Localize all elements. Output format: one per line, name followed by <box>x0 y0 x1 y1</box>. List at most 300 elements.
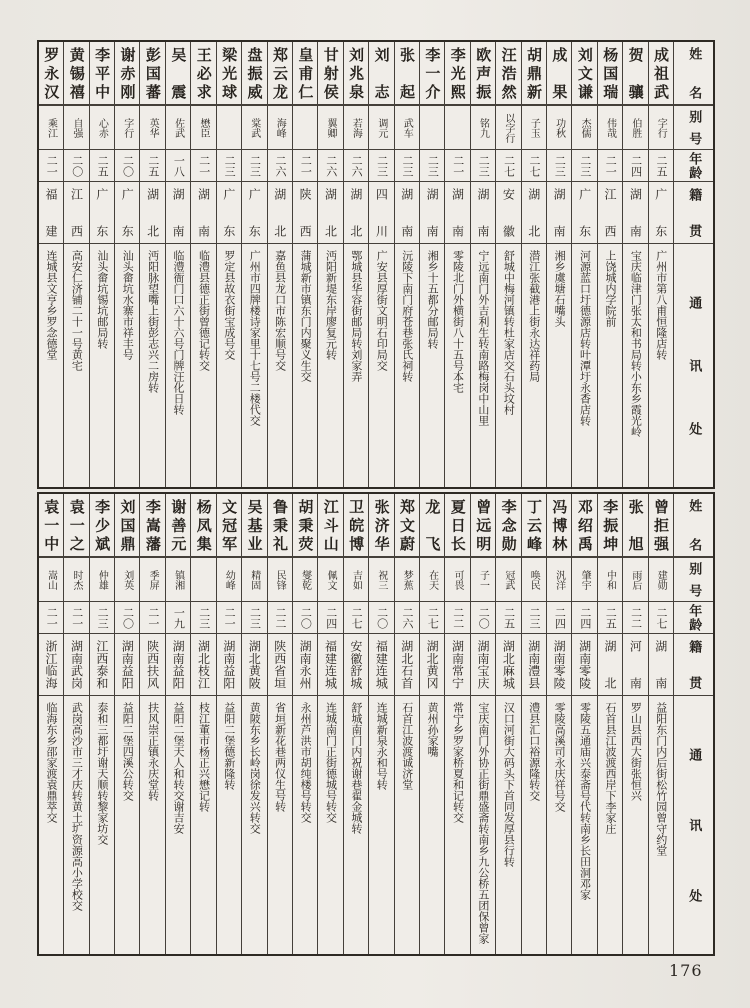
entry-origin <box>547 634 571 696</box>
entry-age-text: 二六 <box>324 154 338 177</box>
entry-age-text: 二二 <box>273 606 287 629</box>
entry-age-text: 二二 <box>629 606 643 629</box>
entry-name <box>369 42 393 106</box>
directory-entry-column <box>39 494 63 954</box>
entry-address-text: 罗山县西大街张恒兴 <box>629 702 643 801</box>
entry-age-text: 二〇 <box>477 606 491 629</box>
entry-name-text: 曾远明 <box>474 499 493 551</box>
entry-origin <box>39 182 63 244</box>
entry-alias-text: 中和 <box>604 569 616 590</box>
entry-name-text: 吴震 <box>169 47 188 99</box>
entry-origin <box>623 634 647 696</box>
entry-age <box>572 150 596 182</box>
entry-address-text: 汕头畲坑锡坑邮局转 <box>95 250 109 349</box>
entry-alias <box>242 106 266 150</box>
entry-name-text: 鲁秉礼 <box>270 499 289 551</box>
entry-name-text: 杨凤集 <box>194 499 213 551</box>
entry-address <box>318 696 342 954</box>
entry-address-text: 潜江张截港上街永达祥药局 <box>527 250 541 382</box>
entry-address-text: 石首县江波渡西岸下李家庄 <box>603 702 617 834</box>
entry-address <box>572 696 596 954</box>
entry-name-text: 李少斌 <box>93 499 112 551</box>
entry-alias <box>318 558 342 602</box>
entry-alias-text: 自强 <box>70 117 82 138</box>
entry-age-text: 二一 <box>45 154 59 177</box>
entry-origin-text: 陕西 <box>298 188 313 237</box>
directory-entry-column <box>317 494 342 954</box>
entry-age-text: 二一 <box>604 154 618 177</box>
entry-name-text: 梁光球 <box>220 47 239 99</box>
entry-age-text: 二三 <box>375 154 389 177</box>
entry-address <box>293 696 317 954</box>
header-name-text: 姓名 <box>686 499 702 551</box>
header-age-text: 年龄 <box>686 152 702 179</box>
entry-age <box>217 150 241 182</box>
entry-alias-text: 汎洋 <box>553 569 565 590</box>
entry-origin-text: 安徽 <box>501 188 516 237</box>
entry-name-text: 谢善元 <box>169 499 188 551</box>
entry-alias-text: 乘江 <box>45 117 57 138</box>
entry-age-text: 二一 <box>146 606 160 629</box>
entry-name <box>344 494 368 558</box>
entry-alias <box>242 558 266 602</box>
entry-alias <box>293 106 317 150</box>
entry-alias-text: 海峰 <box>274 117 286 138</box>
entry-age-text: 二五 <box>96 154 110 177</box>
directory-entry-column <box>444 42 469 487</box>
header-origin <box>674 634 713 696</box>
entry-origin <box>623 182 647 244</box>
entry-origin-text: 湖南益阳 <box>120 640 135 689</box>
entry-address-text: 宁远南门外吉利生转南路梅岗中山里 <box>476 250 490 426</box>
directory-entry-column <box>597 42 622 487</box>
entry-alias <box>344 558 368 602</box>
directory-entry-column <box>495 494 520 954</box>
entry-address <box>39 244 63 487</box>
entry-alias-text: 可畏 <box>452 569 464 590</box>
entry-alias-text: 嵩山 <box>45 569 57 590</box>
entry-address-text: 永州芦洪市胡纯楼号转交 <box>299 702 313 823</box>
directory-entry-column <box>39 42 63 487</box>
entry-age <box>217 602 241 634</box>
entry-name <box>471 494 495 558</box>
entry-age <box>395 150 419 182</box>
entry-origin-text: 湖南武岗 <box>69 640 84 689</box>
entry-origin <box>522 182 546 244</box>
directory-entry-column <box>190 494 215 954</box>
entry-age <box>39 150 63 182</box>
directory-entry-column <box>139 42 164 487</box>
entry-address <box>547 244 571 487</box>
entry-alias-text: 季屏 <box>147 569 159 590</box>
entry-name <box>90 494 114 558</box>
entry-origin <box>598 182 622 244</box>
entry-origin-text: 湖北 <box>602 640 617 689</box>
entry-origin-text: 广东 <box>247 188 262 237</box>
entry-age-text: 二六 <box>273 154 287 177</box>
entry-age-text: 二一 <box>299 154 313 177</box>
entry-address-text: 临澧县德正街曾德记转交 <box>197 250 211 371</box>
entry-address <box>522 696 546 954</box>
entry-origin <box>369 634 393 696</box>
entry-alias-text: 仲雄 <box>96 569 108 590</box>
entry-alias-text: 子一 <box>477 569 489 590</box>
entry-address-text: 罗定县故衣街宝成号交 <box>222 250 236 360</box>
entry-alias-text: 杰儒 <box>579 117 591 138</box>
entry-origin <box>39 634 63 696</box>
entry-age <box>268 150 292 182</box>
directory-entry-column <box>165 494 190 954</box>
entry-name <box>166 42 190 106</box>
entry-address <box>598 244 622 487</box>
entry-address <box>572 244 596 487</box>
entry-address <box>471 696 495 954</box>
entry-name <box>522 42 546 106</box>
entry-age-text: 二三 <box>248 154 262 177</box>
entry-age <box>166 602 190 634</box>
entry-alias-text: 若海 <box>350 117 362 138</box>
page-number: 176 <box>669 961 703 980</box>
header-age-text: 年龄 <box>686 604 702 631</box>
entry-alias <box>115 558 139 602</box>
entry-alias <box>471 558 495 602</box>
entry-name-text: 胡秉荧 <box>296 499 315 551</box>
entry-address-text: 澧县汇口裕源隆转交 <box>527 702 541 801</box>
directory-entry-column <box>343 494 368 954</box>
entry-age-text: 二七 <box>655 606 669 629</box>
entry-alias-text: 梦蕉 <box>401 569 413 590</box>
entry-origin-text: 湖北麻城 <box>501 640 516 689</box>
entry-alias-text: 精固 <box>248 569 260 590</box>
entry-age-text: 二〇 <box>121 606 135 629</box>
entry-origin-text: 广东 <box>653 188 668 237</box>
entry-alias <box>268 106 292 150</box>
entry-origin-text: 广东 <box>577 188 592 237</box>
entry-name <box>522 494 546 558</box>
directory-entry-column <box>419 42 444 487</box>
directory-entry-column <box>216 494 241 954</box>
entry-age <box>318 602 342 634</box>
entry-alias-text: 功秋 <box>553 117 565 138</box>
header-address-text: 通讯处 <box>686 296 702 435</box>
entry-age-text: 二一 <box>70 606 84 629</box>
entry-age-text: 二三 <box>426 154 440 177</box>
entry-origin-text: 湖北 <box>526 188 541 237</box>
entry-alias <box>344 106 368 150</box>
entry-alias-text: 刘英 <box>121 569 133 590</box>
header-alias-text: 别号 <box>686 110 702 145</box>
entry-origin-text: 湖北 <box>272 188 287 237</box>
entry-name <box>369 494 393 558</box>
entry-name <box>547 42 571 106</box>
header-column <box>673 494 713 954</box>
entry-alias-text: 子玉 <box>528 117 540 138</box>
entry-origin-text: 广东 <box>94 188 109 237</box>
entry-alias-text: 祝三 <box>375 569 387 590</box>
entry-name <box>268 42 292 106</box>
entry-age-text: 二六 <box>350 154 364 177</box>
entry-origin-text: 湖南 <box>628 188 643 237</box>
directory-entry-column <box>597 494 622 954</box>
entry-age <box>369 602 393 634</box>
entry-age <box>140 602 164 634</box>
entry-name <box>166 494 190 558</box>
entry-origin <box>369 182 393 244</box>
entry-alias <box>445 558 469 602</box>
entry-alias-text: 以字行 <box>502 112 514 143</box>
entry-address-text: 鄂城县华容街邮局转刘家弄 <box>349 250 363 382</box>
entry-age <box>64 602 88 634</box>
entry-age-text: 二五 <box>146 154 160 177</box>
entry-age <box>191 602 215 634</box>
entry-alias <box>572 558 596 602</box>
entry-address <box>445 244 469 487</box>
entry-age <box>90 602 114 634</box>
entry-address <box>522 244 546 487</box>
entry-origin <box>268 182 292 244</box>
entry-name <box>598 42 622 106</box>
entry-name-text: 龙飞 <box>423 499 442 551</box>
entry-address <box>64 696 88 954</box>
entry-alias <box>217 558 241 602</box>
entry-name-text: 贺骧 <box>626 47 645 99</box>
entry-origin-text: 浙江临海 <box>44 640 59 689</box>
entry-name <box>242 42 266 106</box>
entry-address-text: 连城新泉永和号转 <box>375 702 389 790</box>
entry-name <box>420 494 444 558</box>
entry-address <box>166 696 190 954</box>
entry-name <box>649 494 673 558</box>
entry-age <box>166 150 190 182</box>
entry-age <box>547 602 571 634</box>
entry-origin <box>445 182 469 244</box>
entry-name-text: 王必求 <box>194 47 213 99</box>
header-origin-text: 籍贯 <box>686 640 702 689</box>
header-age <box>674 150 713 182</box>
entry-address-text: 石首江波渡诚济堂 <box>400 702 414 790</box>
entry-alias <box>90 106 114 150</box>
entry-age-text: 二三 <box>248 606 262 629</box>
entry-origin <box>344 634 368 696</box>
entry-age <box>90 150 114 182</box>
entry-address-text: 临澧衙门口六十六号门牌汪化日转 <box>172 250 186 415</box>
entry-address <box>39 696 63 954</box>
entry-origin-text: 湖南澧县 <box>526 640 541 689</box>
entry-address-text: 零陵北门外横街八十五号本宅 <box>451 250 465 393</box>
entry-alias-text: 心赤 <box>96 117 108 138</box>
entry-age <box>191 150 215 182</box>
header-name <box>674 494 713 558</box>
entry-origin-text: 江西 <box>69 188 84 237</box>
entry-alias <box>496 558 520 602</box>
entry-origin <box>140 634 164 696</box>
entry-alias <box>420 106 444 150</box>
entry-alias-text: 懋臣 <box>197 117 209 138</box>
directory-entry-column <box>622 494 647 954</box>
entry-origin-text: 湖北 <box>323 188 338 237</box>
entry-age <box>623 150 647 182</box>
entry-origin-text: 陕西扶风 <box>145 640 160 689</box>
directory-entry-column <box>419 494 444 954</box>
entry-address <box>90 696 114 954</box>
entry-name-text: 成果 <box>550 47 569 99</box>
entry-age <box>445 602 469 634</box>
entry-name-text: 李平中 <box>93 47 112 99</box>
entry-age-text: 二〇 <box>70 154 84 177</box>
entry-origin <box>445 634 469 696</box>
entry-address <box>115 244 139 487</box>
entry-origin-text: 湖南 <box>653 640 668 689</box>
entry-age <box>649 602 673 634</box>
directory-entry-column <box>394 494 419 954</box>
entry-address <box>115 696 139 954</box>
entry-name <box>242 494 266 558</box>
entry-age-text: 二三 <box>400 154 414 177</box>
entry-alias <box>471 106 495 150</box>
entry-origin <box>318 182 342 244</box>
entry-address-text: 上饶城内学院前 <box>603 250 617 327</box>
entry-address <box>242 244 266 487</box>
entry-age <box>420 150 444 182</box>
entry-alias <box>217 106 241 150</box>
entry-age <box>522 602 546 634</box>
entry-origin-text: 湖南 <box>171 188 186 237</box>
entry-address <box>293 244 317 487</box>
entry-address-text: 沅陵下南门府苍巷张氏祠转 <box>400 250 414 382</box>
entry-name <box>293 42 317 106</box>
entry-origin <box>471 634 495 696</box>
entry-age-text: 二〇 <box>375 606 389 629</box>
entry-name-text: 甘射侯 <box>321 47 340 99</box>
entry-address-text: 宝庆临津门张太和书局转小东乡霞光岭 <box>629 250 643 437</box>
entry-age <box>395 602 419 634</box>
entry-address-text: 益阳二堡四溪公转交 <box>121 702 135 801</box>
entry-age <box>115 150 139 182</box>
entry-origin-text: 湖南宝庆 <box>475 640 490 689</box>
entry-age-text: 二五 <box>655 154 669 177</box>
entry-name <box>572 42 596 106</box>
entry-address-text: 常宁乡罗家桥夏和记转交 <box>451 702 465 823</box>
entry-address <box>369 244 393 487</box>
entry-origin-text: 湖北黄陂 <box>247 640 262 689</box>
entry-name-text: 罗永汉 <box>42 47 61 99</box>
entry-name <box>623 494 647 558</box>
entry-address <box>344 696 368 954</box>
entry-age <box>293 602 317 634</box>
entry-age-text: 二五 <box>502 606 516 629</box>
entry-address <box>420 244 444 487</box>
entry-address <box>496 696 520 954</box>
directory-entry-column <box>470 42 495 487</box>
entry-origin-text: 安徽舒城 <box>348 640 363 689</box>
entry-origin <box>572 182 596 244</box>
entry-age <box>572 602 596 634</box>
entry-age <box>471 150 495 182</box>
entry-address <box>623 696 647 954</box>
entry-name-text: 盘振威 <box>245 47 264 99</box>
entry-alias-text: 佐武 <box>172 117 184 138</box>
entry-origin <box>547 182 571 244</box>
entry-origin <box>293 182 317 244</box>
directory-entry-column <box>571 42 596 487</box>
entry-alias <box>547 558 571 602</box>
entry-origin-text: 湖南益阳 <box>221 640 236 689</box>
entry-age-text: 二三 <box>96 606 110 629</box>
entry-name-text: 彭国蕃 <box>143 47 162 99</box>
entry-name-text: 江斗山 <box>321 499 340 551</box>
entry-age <box>547 150 571 182</box>
entry-alias <box>598 106 622 150</box>
entry-name <box>598 494 622 558</box>
directory-entry-column <box>216 42 241 487</box>
entry-alias <box>268 558 292 602</box>
entry-name-text: 李光熙 <box>448 47 467 99</box>
entry-name-text: 欧声振 <box>474 47 493 99</box>
entry-origin <box>268 634 292 696</box>
entry-alias-text: 幼峰 <box>223 569 235 590</box>
header-address <box>674 244 713 487</box>
entry-age <box>344 602 368 634</box>
entry-name-text: 张旭 <box>626 499 645 551</box>
entry-name <box>90 42 114 106</box>
entry-origin <box>649 182 673 244</box>
entry-address-text: 湘乡十五都分邮局转 <box>426 250 440 349</box>
entry-alias-text: 佩文 <box>325 569 337 590</box>
entry-age-text: 二五 <box>604 606 618 629</box>
entry-age-text: 一九 <box>172 606 186 629</box>
header-address-text: 通讯处 <box>686 748 702 902</box>
directory-entry-column <box>165 42 190 487</box>
entry-name <box>191 494 215 558</box>
entry-name <box>318 42 342 106</box>
entry-name <box>445 494 469 558</box>
entry-name-text: 汪浩然 <box>499 47 518 99</box>
directory-entry-column <box>368 494 393 954</box>
entry-address <box>369 696 393 954</box>
entry-name <box>471 42 495 106</box>
entry-name-text: 邓绍禹 <box>575 499 594 551</box>
entry-name-text: 李振坤 <box>601 499 620 551</box>
directory-table-upper <box>37 40 715 489</box>
entry-age <box>115 602 139 634</box>
entry-address-text: 嘉鱼县龙口市陈宏顺号交 <box>273 250 287 371</box>
entry-address <box>242 696 266 954</box>
entry-origin <box>191 634 215 696</box>
entry-origin-text: 湖北枝江 <box>196 640 211 689</box>
entry-alias-text: 燮乾 <box>299 569 311 590</box>
entry-age-text: 二四 <box>324 606 338 629</box>
entry-alias <box>318 106 342 150</box>
entry-origin <box>293 634 317 696</box>
entry-age <box>420 602 444 634</box>
entry-origin-text: 湖北石首 <box>399 640 414 689</box>
entry-address-text: 枝江董市杨正兴懋记转 <box>197 702 211 812</box>
entry-origin-text: 湖南益阳 <box>171 640 186 689</box>
directory-entry-column <box>241 494 266 954</box>
entry-alias-text: 建勋 <box>655 569 667 590</box>
entry-address <box>496 244 520 487</box>
entry-age-text: 二七 <box>502 154 516 177</box>
entry-origin-text: 福建连城 <box>374 640 389 689</box>
entry-origin-text: 湖南 <box>425 188 440 237</box>
entry-alias <box>395 558 419 602</box>
entry-address-text: 广州市第八甫恒隆店转 <box>654 250 668 360</box>
entry-name-text: 袁一中 <box>42 499 61 551</box>
entry-age <box>598 602 622 634</box>
entry-alias <box>522 106 546 150</box>
entry-address-text: 宝庆南门外协正街鼎盛斋转南乡九公桥五团保曾家 <box>476 702 490 944</box>
entry-address-text: 扶风崇正镇永庆堂转 <box>146 702 160 801</box>
